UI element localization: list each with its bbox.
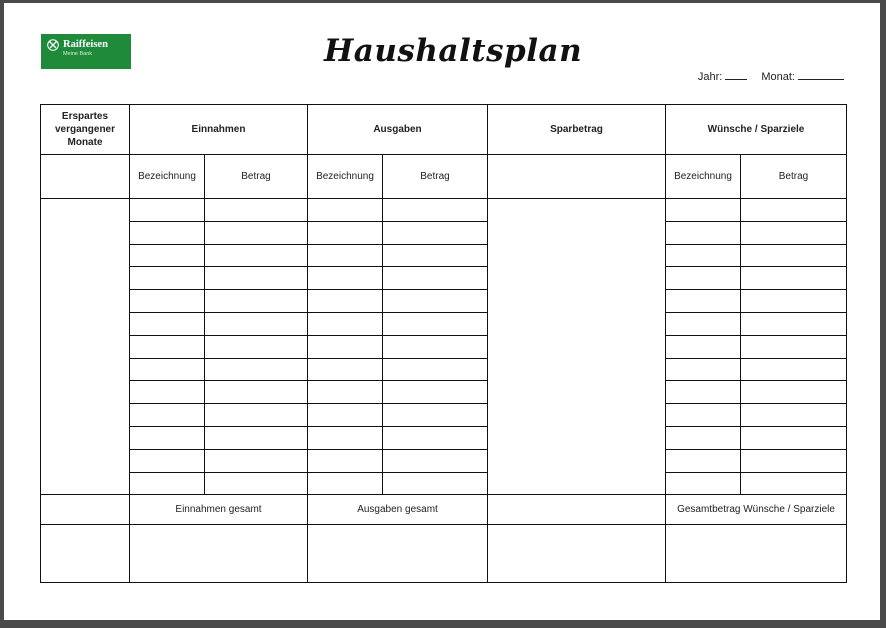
year-field[interactable] xyxy=(698,70,747,83)
label-sparbetrag-empty xyxy=(488,495,666,525)
ausgaben-bezeichnung-cell[interactable] xyxy=(308,335,383,358)
einnahmen-bezeichnung-cell[interactable] xyxy=(130,426,205,449)
wuensche-bezeichnung-cell[interactable] xyxy=(666,358,741,381)
entry-row xyxy=(41,381,847,404)
wuensche-betrag-cell[interactable] xyxy=(741,426,847,449)
budget-sheet xyxy=(4,3,880,620)
subheader-wuensche-bezeichnung: Bezeichnung xyxy=(666,155,741,199)
einnahmen-bezeichnung-cell[interactable] xyxy=(130,290,205,313)
einnahmen-betrag-cell[interactable] xyxy=(205,358,308,381)
ausgaben-betrag-cell[interactable] xyxy=(383,267,488,290)
wuensche-bezeichnung-cell[interactable] xyxy=(666,335,741,358)
wuensche-betrag-cell[interactable] xyxy=(741,381,847,404)
logo-brand-text: Raiffeisen xyxy=(63,39,108,50)
wuensche-total-cell[interactable] xyxy=(666,525,847,583)
einnahmen-total-cell[interactable] xyxy=(130,525,308,583)
year-blank[interactable] xyxy=(725,70,747,80)
entry-row xyxy=(41,199,847,222)
ausgaben-betrag-cell[interactable] xyxy=(383,449,488,472)
ausgaben-bezeichnung-cell[interactable] xyxy=(308,199,383,222)
einnahmen-bezeichnung-cell[interactable] xyxy=(130,221,205,244)
einnahmen-betrag-cell[interactable] xyxy=(205,267,308,290)
einnahmen-bezeichnung-cell[interactable] xyxy=(130,244,205,267)
wuensche-betrag-cell[interactable] xyxy=(741,335,847,358)
header-wuensche: Wünsche / Sparziele xyxy=(666,105,847,155)
month-label: Monat: xyxy=(761,71,795,83)
wuensche-bezeichnung-cell[interactable] xyxy=(666,381,741,404)
wuensche-bezeichnung-cell[interactable] xyxy=(666,426,741,449)
ausgaben-bezeichnung-cell[interactable] xyxy=(308,290,383,313)
entry-row xyxy=(41,358,847,381)
ausgaben-bezeichnung-cell[interactable] xyxy=(308,472,383,495)
einnahmen-bezeichnung-cell[interactable] xyxy=(130,449,205,472)
ausgaben-betrag-cell[interactable] xyxy=(383,426,488,449)
wuensche-betrag-cell[interactable] xyxy=(741,404,847,427)
subheader-ausgaben-bezeichnung: Bezeichnung xyxy=(308,155,383,199)
einnahmen-bezeichnung-cell[interactable] xyxy=(130,404,205,427)
raiffeisen-gable-icon xyxy=(47,39,59,51)
einnahmen-betrag-cell[interactable] xyxy=(205,244,308,267)
ausgaben-bezeichnung-cell[interactable] xyxy=(308,381,383,404)
einnahmen-betrag-cell[interactable] xyxy=(205,221,308,244)
entry-row xyxy=(41,426,847,449)
wuensche-betrag-cell[interactable] xyxy=(741,221,847,244)
sparbetrag-total-cell[interactable] xyxy=(488,525,666,583)
raiffeisen-logo xyxy=(41,34,131,69)
wuensche-betrag-cell[interactable] xyxy=(741,472,847,495)
einnahmen-betrag-cell[interactable] xyxy=(205,312,308,335)
ausgaben-bezeichnung-cell[interactable] xyxy=(308,221,383,244)
einnahmen-betrag-cell[interactable] xyxy=(205,426,308,449)
wuensche-betrag-cell[interactable] xyxy=(741,449,847,472)
einnahmen-bezeichnung-cell[interactable] xyxy=(130,358,205,381)
ausgaben-betrag-cell[interactable] xyxy=(383,335,488,358)
year-label: Jahr: xyxy=(697,71,723,83)
label-einnahmen-gesamt: Einnahmen gesamt xyxy=(130,495,308,525)
ausgaben-bezeichnung-cell[interactable] xyxy=(308,244,383,267)
header-row xyxy=(41,105,847,155)
wuensche-bezeichnung-cell[interactable] xyxy=(666,267,741,290)
subheader-row xyxy=(41,155,847,199)
month-field[interactable] xyxy=(761,70,844,83)
wuensche-bezeichnung-cell[interactable] xyxy=(666,244,741,267)
entry-row xyxy=(41,244,847,267)
ausgaben-betrag-cell[interactable] xyxy=(383,358,488,381)
subheader-ausgaben-betrag: Betrag xyxy=(383,155,488,199)
header-ausgaben: Ausgaben xyxy=(308,105,488,155)
wuensche-bezeichnung-cell[interactable] xyxy=(666,290,741,313)
ausgaben-betrag-cell[interactable] xyxy=(383,381,488,404)
ausgaben-betrag-cell[interactable] xyxy=(383,404,488,427)
entry-row xyxy=(41,290,847,313)
einnahmen-betrag-cell[interactable] xyxy=(205,335,308,358)
totals-label-empty xyxy=(41,495,130,525)
period-fields xyxy=(698,70,844,83)
label-wuensche-gesamt: Gesamtbetrag Wünsche / Sparziele xyxy=(666,495,847,525)
subheader-sparbetrag-empty xyxy=(488,155,666,199)
wuensche-bezeichnung-cell[interactable] xyxy=(666,312,741,335)
ausgaben-betrag-cell[interactable] xyxy=(383,290,488,313)
sparbetrag-cell[interactable] xyxy=(488,199,666,495)
page-title: Haushaltsplan xyxy=(324,33,583,69)
entry-row xyxy=(41,449,847,472)
subheader-einnahmen-bezeichnung: Bezeichnung xyxy=(130,155,205,199)
subheader-empty xyxy=(41,155,130,199)
totals-label-row xyxy=(41,495,847,525)
wuensche-betrag-cell[interactable] xyxy=(741,290,847,313)
header-einnahmen: Einnahmen xyxy=(130,105,308,155)
einnahmen-betrag-cell[interactable] xyxy=(205,381,308,404)
ausgaben-total-cell[interactable] xyxy=(308,525,488,583)
wuensche-betrag-cell[interactable] xyxy=(741,312,847,335)
month-blank[interactable] xyxy=(798,70,844,80)
logo-subtitle: Meine Bank xyxy=(63,51,93,57)
wuensche-betrag-cell[interactable] xyxy=(741,244,847,267)
header-sparbetrag: Sparbetrag xyxy=(488,105,666,155)
ausgaben-bezeichnung-cell[interactable] xyxy=(308,358,383,381)
einnahmen-betrag-cell[interactable] xyxy=(205,199,308,222)
einnahmen-bezeichnung-cell[interactable] xyxy=(130,199,205,222)
einnahmen-betrag-cell[interactable] xyxy=(205,472,308,495)
header-erspartes: Erspartes vergangener Monate xyxy=(41,105,130,155)
erspartes-total-cell[interactable] xyxy=(41,525,130,583)
wuensche-betrag-cell[interactable] xyxy=(741,358,847,381)
subheader-wuensche-betrag: Betrag xyxy=(741,155,847,199)
wuensche-bezeichnung-cell[interactable] xyxy=(666,472,741,495)
wuensche-betrag-cell[interactable] xyxy=(741,199,847,222)
ausgaben-betrag-cell[interactable] xyxy=(383,312,488,335)
ausgaben-betrag-cell[interactable] xyxy=(383,472,488,495)
entry-row xyxy=(41,335,847,358)
ausgaben-bezeichnung-cell[interactable] xyxy=(308,449,383,472)
entry-row xyxy=(41,267,847,290)
einnahmen-betrag-cell[interactable] xyxy=(205,449,308,472)
einnahmen-betrag-cell[interactable] xyxy=(205,404,308,427)
ausgaben-bezeichnung-cell[interactable] xyxy=(308,267,383,290)
ausgaben-betrag-cell[interactable] xyxy=(383,221,488,244)
wuensche-betrag-cell[interactable] xyxy=(741,267,847,290)
wuensche-bezeichnung-cell[interactable] xyxy=(666,199,741,222)
einnahmen-bezeichnung-cell[interactable] xyxy=(130,267,205,290)
ausgaben-bezeichnung-cell[interactable] xyxy=(308,312,383,335)
totals-value-row xyxy=(41,525,847,583)
entry-row xyxy=(41,312,847,335)
wuensche-bezeichnung-cell[interactable] xyxy=(666,221,741,244)
einnahmen-bezeichnung-cell[interactable] xyxy=(130,312,205,335)
ausgaben-betrag-cell[interactable] xyxy=(383,199,488,222)
ausgaben-betrag-cell[interactable] xyxy=(383,244,488,267)
budget-table xyxy=(40,104,847,583)
entry-row xyxy=(41,472,847,495)
entry-row xyxy=(41,404,847,427)
einnahmen-bezeichnung-cell[interactable] xyxy=(130,472,205,495)
ausgaben-bezeichnung-cell[interactable] xyxy=(308,404,383,427)
label-ausgaben-gesamt: Ausgaben gesamt xyxy=(308,495,488,525)
ausgaben-bezeichnung-cell[interactable] xyxy=(308,426,383,449)
einnahmen-bezeichnung-cell[interactable] xyxy=(130,381,205,404)
wuensche-bezeichnung-cell[interactable] xyxy=(666,449,741,472)
einnahmen-bezeichnung-cell[interactable] xyxy=(130,335,205,358)
subheader-einnahmen-betrag: Betrag xyxy=(205,155,308,199)
wuensche-bezeichnung-cell[interactable] xyxy=(666,404,741,427)
entry-row xyxy=(41,221,847,244)
einnahmen-betrag-cell[interactable] xyxy=(205,290,308,313)
erspartes-cell[interactable] xyxy=(41,199,130,495)
